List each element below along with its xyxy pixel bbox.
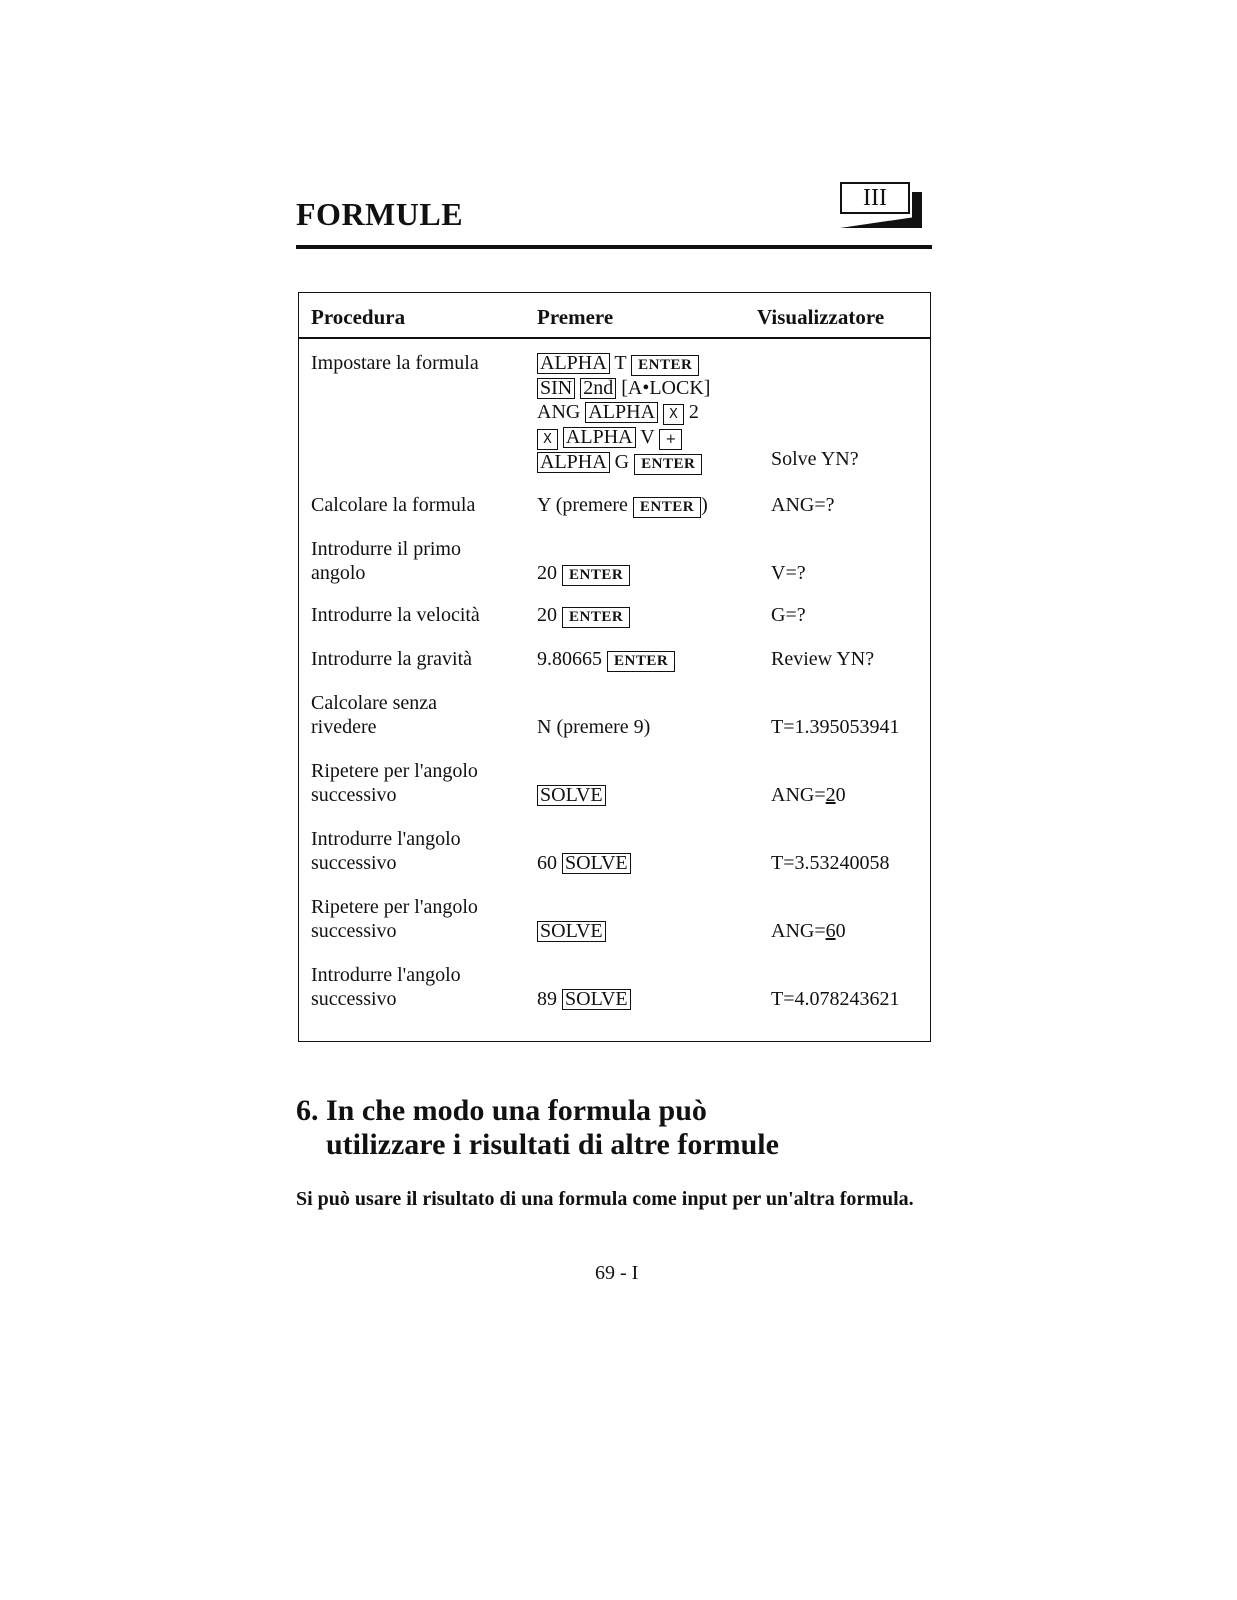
procedure-table <box>298 292 931 1042</box>
key-alock: [A•LOCK] <box>621 377 711 399</box>
table-row-proc: Introdurre la velocità <box>311 604 480 626</box>
key-solve: SOLVE <box>537 921 606 942</box>
section-title <box>296 1094 936 1162</box>
section-title-line1: 6. In che modo una formula può <box>296 1094 707 1127</box>
table-row-display: T=4.078243621 <box>771 988 900 1010</box>
key-enter: ENTER <box>633 497 701 518</box>
press-text: G <box>614 451 630 473</box>
table-row-display: G=? <box>771 604 806 626</box>
table-row-proc: Impostare la formula <box>311 352 479 374</box>
table-row-proc: Calcolare la formula <box>311 494 476 516</box>
chapter-tab <box>840 182 922 228</box>
table-row-press: N (premere 9) <box>537 716 651 738</box>
table-row-proc: Calcolare senza rivedere <box>311 692 438 738</box>
key-sin: SIN <box>537 378 575 399</box>
table-row-proc: Introdurre l'angolo successivo <box>311 964 461 1010</box>
table-row-proc: Ripetere per l'angolo successivo <box>311 896 478 942</box>
key-alpha: ALPHA <box>537 452 610 473</box>
key-times: X <box>663 404 684 425</box>
table-row-display: Review YN? <box>771 648 875 670</box>
key-enter: ENTER <box>631 355 699 376</box>
key-solve: SOLVE <box>537 785 606 806</box>
page-number: 69 - I <box>595 1262 639 1284</box>
table-header-rule <box>299 337 930 339</box>
key-alpha: ALPHA <box>537 353 610 374</box>
table-row-proc: Introdurre la gravità <box>311 648 473 670</box>
chapter-number: III <box>840 182 910 214</box>
table-row-proc: Introdurre il primo angolo <box>311 538 461 584</box>
table-row-press: 20 ENTER <box>537 561 757 586</box>
press-text: V <box>640 426 655 448</box>
press-text: 2 <box>688 401 699 423</box>
table-row-display: V=? <box>771 562 806 584</box>
table-row-press: 89 SOLVE <box>537 987 757 1011</box>
table-row-press <box>537 783 757 807</box>
press-text: ANG <box>537 401 581 423</box>
key-2nd: 2nd <box>580 378 616 399</box>
key-enter: ENTER <box>634 454 702 475</box>
key-plus: + <box>659 429 682 450</box>
column-header-visualizzatore: Visualizzatore <box>757 305 885 329</box>
table-row-press: 60 SOLVE <box>537 851 757 875</box>
table-row-display: T=1.395053941 <box>771 716 900 738</box>
key-enter: ENTER <box>562 565 630 586</box>
section-intro: Si può usare il risultato di una formula come input per un'altra formula. <box>296 1188 914 1210</box>
table-row-press <box>537 919 757 943</box>
table-row-display: Solve YN? <box>771 448 859 470</box>
header-rule <box>296 245 932 249</box>
column-header-procedura: Procedura <box>311 305 406 329</box>
table-row-display: T=3.53240058 <box>771 852 890 874</box>
table-row-display: ANG=60 <box>771 920 846 942</box>
press-text: T <box>614 352 627 374</box>
key-enter: ENTER <box>607 651 675 672</box>
table-row-press <box>537 351 757 475</box>
table-row-proc: Introdurre l'angolo successivo <box>311 828 461 874</box>
page-header-title: FORMULE <box>296 196 464 232</box>
section-title-line2: utilizzare i risultati di altre formule <box>326 1128 779 1161</box>
key-alpha: ALPHA <box>563 427 636 448</box>
chapter-tab-wedge <box>840 216 922 228</box>
key-times: X <box>537 429 558 450</box>
column-header-premere: Premere <box>537 305 614 329</box>
key-solve: SOLVE <box>562 853 631 874</box>
key-solve: SOLVE <box>562 989 631 1010</box>
table-row-press: Y (premere ENTER ) <box>537 494 708 516</box>
table-row-press: 20 ENTER <box>537 603 757 628</box>
key-enter: ENTER <box>562 607 630 628</box>
table-row-display: ANG=20 <box>771 784 846 806</box>
table-row-proc: Ripetere per l'angolo successivo <box>311 760 478 806</box>
table-row-press: 9.80665 ENTER <box>537 647 757 672</box>
key-alpha: ALPHA <box>585 402 658 423</box>
table-row-display: ANG=? <box>771 494 835 516</box>
